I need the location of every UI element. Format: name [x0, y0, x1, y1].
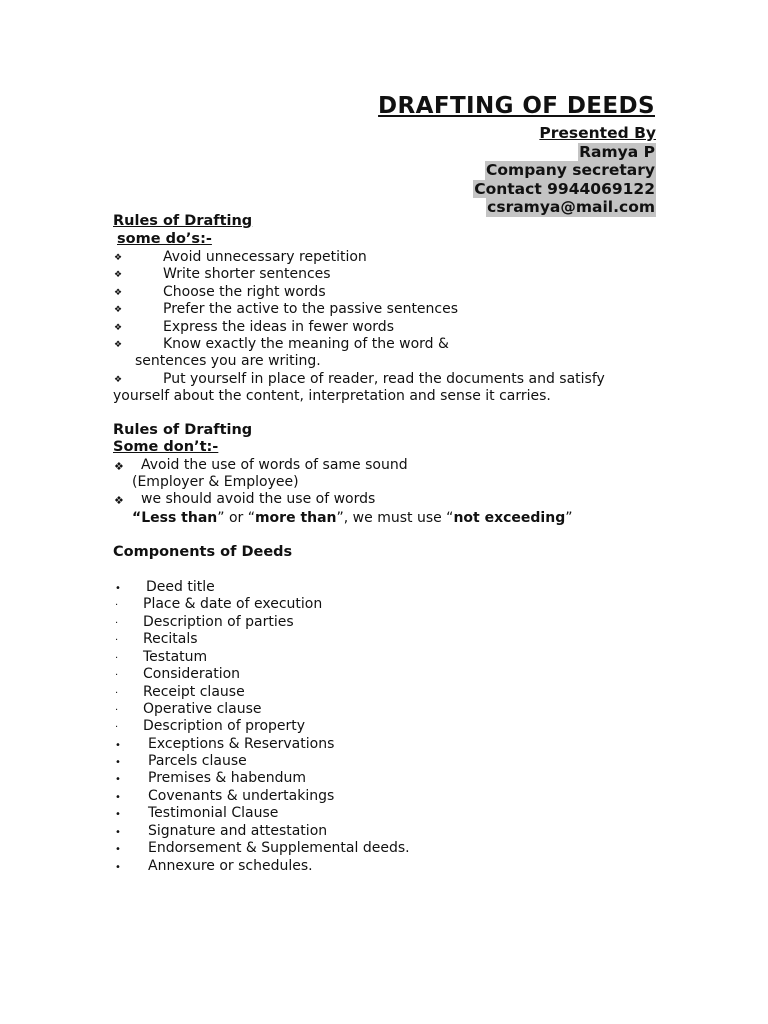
presenter-block: [473, 124, 656, 217]
component-item: Signature and attestation: [148, 823, 328, 839]
component-item: Receipt clause: [143, 684, 245, 700]
donts-item: we should avoid the use of words: [141, 491, 376, 507]
dot-bullet-icon: •: [115, 792, 121, 803]
dos-item: Write shorter sentences: [163, 266, 331, 282]
dos-item: Know exactly the meaning of the word &: [163, 336, 449, 352]
diamond-bullet-icon: ❖: [114, 323, 123, 333]
document-title: DRAFTING OF DEEDS: [378, 93, 655, 119]
component-item: Testatum: [143, 649, 208, 665]
dot-bullet-icon: •: [115, 827, 121, 838]
component-item: Parcels clause: [148, 753, 247, 769]
dot-bullet-icon: ·: [115, 722, 119, 733]
component-item: Description of parties: [143, 614, 294, 630]
component-item: Place & date of execution: [143, 596, 323, 612]
donts-item: Avoid the use of words of same sound: [141, 457, 408, 473]
dot-bullet-icon: •: [115, 583, 121, 594]
component-item: Endorsement & Supplemental deeds.: [148, 840, 410, 856]
dos-item: Express the ideas in fewer words: [163, 319, 394, 335]
component-item: Deed title: [146, 579, 215, 595]
presenter-email: csramya@mail.com: [487, 198, 655, 217]
diamond-bullet-icon: ❖: [114, 375, 123, 385]
dot-bullet-icon: •: [115, 862, 121, 873]
dot-bullet-icon: ·: [115, 653, 119, 664]
component-item: Recitals: [143, 631, 198, 647]
dot-bullet-icon: ·: [115, 618, 119, 629]
dot-bullet-icon: •: [115, 757, 121, 768]
presenter-name: Ramya P: [579, 142, 655, 161]
donts-item-continuation: (Employer & Employee): [132, 474, 299, 490]
component-item: Description of property: [143, 718, 306, 734]
diamond-bullet-icon: ❖: [114, 270, 123, 280]
dot-bullet-icon: •: [115, 844, 121, 855]
dos-item: Choose the right words: [163, 284, 326, 300]
dot-bullet-icon: •: [115, 740, 121, 751]
presenter-role: Company secretary: [486, 161, 655, 180]
diamond-bullet-icon: ❖: [114, 305, 123, 315]
dos-item: Put yourself in place of reader, read the documents and satisfy: [163, 371, 605, 387]
component-item: Operative clause: [143, 701, 262, 717]
four-diamond-bullet-icon: ❖: [114, 460, 124, 473]
diamond-bullet-icon: ❖: [114, 253, 123, 263]
diamond-bullet-icon: ❖: [114, 288, 123, 298]
donts-item-continuation: “Less than” or “more than”, we must use “not exceeding”: [132, 510, 573, 526]
donts-subheading: Some don’t:-: [113, 439, 219, 455]
dos-item: Avoid unnecessary repetition: [163, 249, 367, 265]
dot-bullet-icon: ·: [115, 705, 119, 716]
presented-by-label: Presented By: [539, 124, 656, 142]
diamond-bullet-icon: ❖: [114, 340, 123, 350]
component-item: Covenants & undertakings: [148, 788, 335, 804]
presenter-contact: Contact 9944069122: [474, 179, 655, 198]
component-item: Premises & habendum: [148, 770, 307, 786]
donts-heading: Rules of Drafting: [113, 422, 253, 438]
dos-item: Prefer the active to the passive sentences: [163, 301, 459, 317]
dos-item-continuation: yourself about the content, interpretation and sense it carries.: [113, 388, 551, 404]
dot-bullet-icon: ·: [115, 688, 119, 699]
dos-subheading: some do’s:-: [117, 231, 212, 247]
dos-heading: Rules of Drafting: [113, 213, 253, 229]
component-item: Consideration: [143, 666, 241, 682]
components-heading: Components of Deeds: [113, 544, 293, 560]
dot-bullet-icon: ·: [115, 670, 119, 681]
dot-bullet-icon: ·: [115, 600, 119, 611]
dot-bullet-icon: ·: [115, 635, 119, 646]
component-item: Exceptions & Reservations: [148, 736, 335, 752]
four-diamond-bullet-icon: ❖: [114, 494, 124, 507]
dot-bullet-icon: •: [115, 809, 121, 820]
dos-item-continuation: sentences you are writing.: [135, 353, 321, 369]
component-item: Testimonial Clause: [148, 805, 279, 821]
component-item: Annexure or schedules.: [148, 858, 313, 874]
dot-bullet-icon: •: [115, 774, 121, 785]
